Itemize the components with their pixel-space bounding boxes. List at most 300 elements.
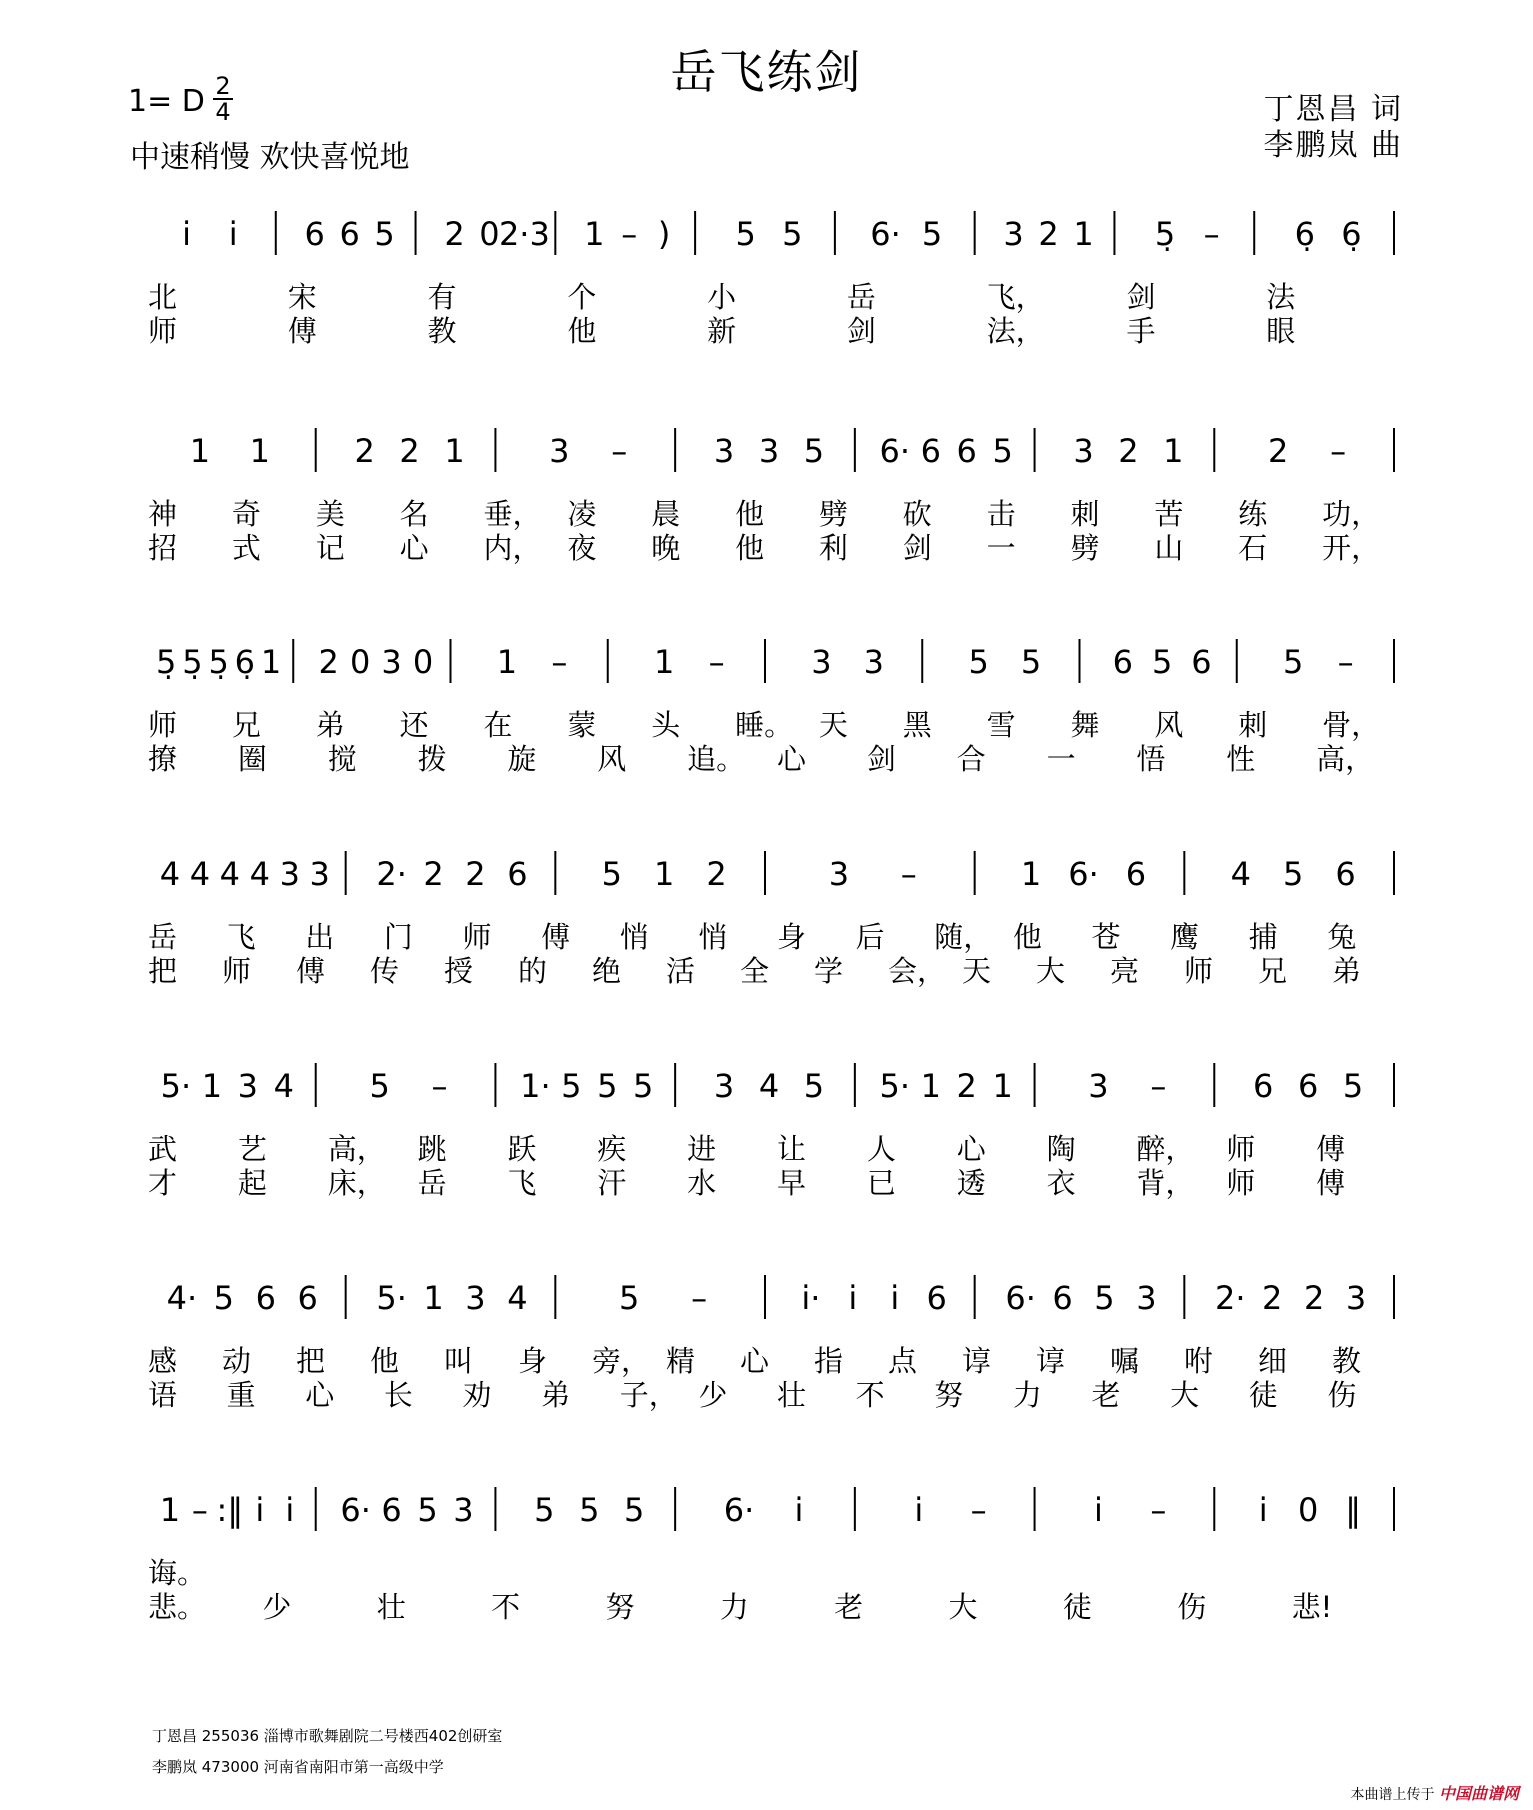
- note: 3: [811, 643, 832, 681]
- lyric-verse2: 把: [148, 954, 178, 988]
- lyric-verse1: 天: [818, 708, 848, 742]
- lyric-verse2: 法，: [986, 314, 1045, 348]
- note: 1: [653, 643, 675, 681]
- lyric-verse2: 高，: [1316, 742, 1375, 776]
- lyric-verse2: 壮: [777, 1378, 807, 1412]
- lyric-verse1: 动: [222, 1344, 252, 1378]
- note: 5: [213, 1279, 235, 1317]
- note: i̇: [182, 215, 192, 253]
- lyric-verse2: 新: [707, 314, 737, 348]
- lyric-verse1: 兔: [1327, 920, 1357, 954]
- lyric-verse2: 傅: [296, 954, 326, 988]
- note: 3: [309, 855, 330, 893]
- upload-note-text: 本曲谱上传于: [1350, 1787, 1435, 1803]
- note: 6: [1253, 1067, 1274, 1105]
- lyric-verse1: 傅: [1316, 1132, 1346, 1166]
- footer-line-composer: 李鹏岚 473000 河南省南阳市第一高级中学: [152, 1758, 444, 1776]
- lyric-verse1: 门: [383, 920, 413, 954]
- note: 2·: [376, 855, 407, 893]
- note: i̇: [255, 1491, 265, 1529]
- lyric-verse1: 兄: [231, 708, 261, 742]
- lyric-verse1: 疾: [597, 1132, 627, 1166]
- lyric-verse2: 大: [1036, 954, 1066, 988]
- note: 5̣: [208, 643, 229, 681]
- note: 2: [318, 643, 339, 681]
- note: 6̣: [234, 643, 256, 681]
- note: 4: [507, 1279, 528, 1317]
- lyric-verse1: 随，: [934, 920, 993, 954]
- lyric-verse2: 劝: [462, 1378, 492, 1412]
- lyric-verse2: 弟: [541, 1378, 571, 1412]
- note: –: [551, 643, 568, 681]
- note: –: [191, 1491, 208, 1529]
- key-signature: 1= D: [128, 84, 205, 119]
- lyric-verse2: 教: [427, 314, 457, 348]
- note: 5: [968, 643, 989, 681]
- lyric-verse1: 师: [462, 920, 492, 954]
- lyric-verse2: 学: [814, 954, 844, 988]
- lyric-verse2: 心: [305, 1378, 335, 1412]
- lyric-verse2: 心: [399, 531, 429, 565]
- note: 1: [249, 432, 270, 470]
- lyric-verse1: 旁，: [592, 1344, 651, 1378]
- note: 4: [273, 1067, 294, 1105]
- note: 6̣: [1294, 215, 1315, 253]
- note: 2: [465, 855, 486, 893]
- note: 2·3: [498, 215, 550, 253]
- note: 3: [465, 1279, 486, 1317]
- note: 3: [279, 855, 300, 893]
- note: 6̣: [1341, 215, 1362, 253]
- lyric-verse1: 心: [740, 1344, 770, 1378]
- note: 0: [412, 643, 434, 681]
- lyric-verse2: 风: [597, 742, 627, 776]
- lyric-verse1: 人: [866, 1132, 896, 1166]
- lyric-verse1: 指: [814, 1344, 844, 1378]
- lyric-verse1: 名: [399, 497, 429, 531]
- lyric-verse1: 谆: [1036, 1344, 1066, 1378]
- lyric-verse2: 子，: [619, 1378, 678, 1412]
- note: 3: [758, 432, 780, 470]
- page-title: 岳飞练剑: [670, 45, 863, 99]
- lyric-verse2: 旋: [507, 742, 537, 776]
- note: 2·: [1215, 1279, 1246, 1317]
- lyric-verse1: 精: [666, 1344, 696, 1378]
- note: 3: [453, 1491, 474, 1529]
- note: 5: [1020, 643, 1042, 681]
- note: 3: [1136, 1279, 1157, 1317]
- note: 3: [828, 855, 850, 893]
- note: 1: [260, 643, 282, 681]
- note: i̇: [914, 1491, 924, 1529]
- lyric-verse2: 悟: [1136, 742, 1166, 776]
- lyric-verse2: 起: [237, 1166, 267, 1200]
- lyric-verse2: 汗: [597, 1166, 627, 1200]
- lyric-verse2: 师: [222, 954, 252, 988]
- lyric-verse2: 老: [1091, 1378, 1121, 1412]
- note: 5: [534, 1491, 555, 1529]
- lyric-verse2: 招: [148, 531, 178, 565]
- note: 3: [1003, 215, 1024, 253]
- lyric-verse2: 一: [986, 531, 1016, 565]
- note: 1·: [520, 1067, 551, 1105]
- lyric-verse2: 记: [315, 531, 345, 565]
- lyric-verse1: 嘱: [1110, 1344, 1140, 1378]
- lyric-verse2: 已: [866, 1166, 896, 1200]
- lyric-verse2: 他: [735, 531, 765, 565]
- time-sig-bottom: 4: [215, 98, 231, 126]
- note: i̇: [848, 1279, 858, 1317]
- note: 5·: [160, 1067, 192, 1105]
- note: 6: [507, 855, 528, 893]
- lyric-verse2: 壮: [376, 1590, 406, 1624]
- lyric-verse1: 跳: [417, 1132, 447, 1166]
- lyric-verse1: 他: [370, 1344, 400, 1378]
- lyric-verse1: 小: [707, 280, 737, 314]
- lyric-verse2: 利: [818, 531, 848, 565]
- lyric-verse2: 合: [956, 742, 986, 776]
- note: 5: [782, 215, 803, 253]
- lyric-verse2: 追。: [687, 742, 746, 776]
- note: 3: [1345, 1279, 1367, 1317]
- lyric-verse1: 陶: [1046, 1132, 1076, 1166]
- lyric-verse1: 宋: [287, 280, 317, 314]
- note: 6: [304, 215, 325, 253]
- note: 5: [1094, 1279, 1115, 1317]
- lyric-verse1: 苦: [1154, 497, 1184, 531]
- note: :‖: [216, 1491, 244, 1529]
- time-sig-top: 2: [215, 72, 231, 100]
- note: i̇: [1094, 1491, 1103, 1529]
- lyric-verse2: 重: [226, 1378, 256, 1412]
- note: ‖: [1345, 1491, 1362, 1529]
- note: –: [691, 1279, 708, 1317]
- lyric-verse1: 捕: [1248, 920, 1278, 954]
- lyric-verse2: 式: [231, 531, 261, 565]
- note: 5: [561, 1067, 582, 1105]
- lyric-verse1: 弟: [315, 708, 345, 742]
- note: 6: [920, 432, 941, 470]
- note: 1: [584, 215, 605, 253]
- lyric-verse2: 背，: [1136, 1166, 1195, 1200]
- note: 5·: [376, 1279, 407, 1317]
- lyric-verse2: 手: [1126, 314, 1156, 348]
- note: –: [431, 1067, 448, 1105]
- lyric-verse1: 傅: [541, 920, 571, 954]
- lyric-verse2: 开，: [1322, 531, 1381, 565]
- upload-note: [1351, 1781, 1519, 1804]
- note: 1: [653, 855, 675, 893]
- lyric-verse1: 飞，: [986, 280, 1045, 314]
- lyric-verse1: 飞: [226, 920, 256, 954]
- lyric-verse2: 搅: [327, 742, 357, 776]
- lyric-verse2: 努: [605, 1590, 635, 1624]
- lyric-verse1: 出: [305, 920, 335, 954]
- lyric-verse2: 才: [148, 1166, 178, 1200]
- note: 5: [1282, 643, 1304, 681]
- note: 1: [1020, 855, 1042, 893]
- lyric-verse1: 睡。: [735, 708, 794, 742]
- lyric-verse1: 北: [148, 280, 178, 314]
- note: 5·: [879, 1067, 911, 1105]
- lyric-verse1: 悄: [619, 920, 649, 954]
- note: i̇: [1258, 1491, 1268, 1529]
- lyric-verse2: 全: [740, 954, 770, 988]
- lyric-verse2: 活: [666, 954, 696, 988]
- note: 6·: [870, 215, 901, 253]
- note: 5: [374, 215, 395, 253]
- lyric-verse1: 垂，: [483, 497, 542, 531]
- lyric-verse1: 武: [148, 1132, 178, 1166]
- lyric-verse2: 力: [719, 1590, 749, 1624]
- lyric-verse1: 头: [651, 708, 681, 742]
- note: –: [1337, 643, 1354, 681]
- note: 5: [992, 432, 1013, 470]
- lyric-verse2: 不: [491, 1590, 521, 1624]
- lyric-verse2: 石: [1238, 531, 1268, 565]
- note: 5̣: [156, 643, 177, 681]
- note: 3: [381, 643, 402, 681]
- note: 1: [444, 432, 465, 470]
- lyric-verse1: 心: [956, 1132, 986, 1166]
- note: 2: [399, 432, 420, 470]
- lyric-verse2: 劈: [1070, 531, 1100, 565]
- lyric-verse1: 身: [777, 920, 807, 954]
- note: 2: [354, 432, 375, 470]
- note: 5: [1282, 855, 1304, 893]
- note: 2: [1038, 215, 1059, 253]
- lyric-verse1: 叫: [444, 1344, 474, 1378]
- note: 0: [479, 215, 500, 253]
- lyric-verse1: 奇: [231, 497, 261, 531]
- lyric-verse1: 身: [518, 1344, 548, 1378]
- lyric-verse2: 剑: [902, 531, 932, 565]
- lyricist-credit: 丁恩昌 词: [1263, 92, 1403, 127]
- note: 6: [339, 215, 360, 253]
- note: 3: [1088, 1067, 1109, 1105]
- note: –: [1330, 432, 1347, 470]
- lyric-verse2: 心: [777, 742, 807, 776]
- lyric-verse1: 法: [1266, 280, 1296, 314]
- note: 6·: [1068, 855, 1099, 893]
- note: 5: [579, 1491, 600, 1529]
- lyric-verse1: 师: [1226, 1132, 1256, 1166]
- lyric-verse1: 有: [427, 280, 457, 314]
- note: 0: [349, 643, 371, 681]
- note: 3: [713, 1067, 735, 1105]
- note: –: [1203, 215, 1220, 253]
- note: 1: [189, 432, 211, 470]
- lyric-verse1: 把: [296, 1344, 326, 1378]
- note: 6·: [879, 432, 911, 470]
- note: i̇·: [801, 1279, 821, 1317]
- lyric-verse2: 授: [444, 954, 474, 988]
- note: 5: [1342, 1067, 1364, 1105]
- note: 0: [1297, 1491, 1319, 1529]
- lyric-verse2: 悲!: [1291, 1590, 1333, 1624]
- note: –: [708, 643, 725, 681]
- note: 5: [803, 432, 825, 470]
- note: 6·: [340, 1491, 371, 1529]
- lyric-verse1: 感: [148, 1344, 178, 1378]
- note: 4: [758, 1067, 780, 1105]
- lyric-verse1: 诲。: [148, 1556, 207, 1590]
- note: 5̣: [1154, 215, 1176, 253]
- lyric-verse2: 师: [148, 314, 178, 348]
- note: 4·: [166, 1279, 198, 1317]
- lyric-verse1: 岳: [846, 280, 876, 314]
- lyric-verse2: 伤: [1327, 1378, 1357, 1412]
- lyric-verse1: 刺: [1238, 708, 1268, 742]
- lyric-verse2: 水: [687, 1166, 717, 1200]
- note: 2: [1262, 1279, 1283, 1317]
- note: 3: [237, 1067, 259, 1105]
- note: 5̣: [182, 643, 203, 681]
- note: i̇: [285, 1491, 295, 1529]
- upload-brand: 中国曲谱网: [1438, 1784, 1519, 1803]
- lyric-verse2: 师: [1226, 1166, 1256, 1200]
- lyric-verse2: 傅: [1316, 1166, 1346, 1200]
- note: ): [657, 215, 671, 253]
- lyric-verse1: 艺: [237, 1132, 267, 1166]
- note: i̇: [794, 1491, 804, 1529]
- lyric-verse2: 一: [1046, 742, 1076, 776]
- note: –: [900, 855, 917, 893]
- note: 5: [803, 1067, 825, 1105]
- note: 2: [423, 855, 444, 893]
- note: 1: [423, 1279, 444, 1317]
- lyric-verse1: 个: [567, 280, 597, 314]
- lyric-verse2: 衣: [1046, 1166, 1076, 1200]
- note: 2: [1268, 432, 1289, 470]
- note: 2: [444, 215, 465, 253]
- lyric-verse2: 大: [948, 1590, 978, 1624]
- lyric-verse2: 天: [962, 954, 992, 988]
- note: 1: [159, 1491, 181, 1529]
- lyric-verse1: 岳: [148, 920, 178, 954]
- note: 5: [921, 215, 943, 253]
- note: 5: [633, 1067, 654, 1105]
- lyric-verse2: 傅: [287, 314, 317, 348]
- note: –: [611, 432, 628, 470]
- lyric-verse1: 舞: [1070, 708, 1100, 742]
- lyric-verse1: 击: [986, 497, 1016, 531]
- note: 1: [992, 1067, 1013, 1105]
- lyric-verse2: 努: [934, 1378, 964, 1412]
- note: 2: [706, 855, 727, 893]
- note: 6: [956, 432, 977, 470]
- lyric-verse2: 师: [1184, 954, 1214, 988]
- note: 6: [255, 1279, 276, 1317]
- lyric-verse2: 力: [1012, 1378, 1042, 1412]
- note: 5: [624, 1491, 645, 1529]
- note: 2: [956, 1067, 977, 1105]
- note: 4: [159, 855, 181, 893]
- note: –: [970, 1491, 987, 1529]
- lyric-verse1: 让: [777, 1132, 807, 1166]
- lyric-verse1: 鹰: [1170, 920, 1200, 954]
- note: 5: [597, 1067, 618, 1105]
- lyric-verse1: 高，: [327, 1132, 386, 1166]
- note: 3: [549, 432, 570, 470]
- lyric-verse1: 美: [315, 497, 345, 531]
- lyric-verse2: 夜: [567, 531, 597, 565]
- note: 4: [1230, 855, 1251, 893]
- note: 1: [201, 1067, 223, 1105]
- lyric-verse1: 蒙: [567, 708, 597, 742]
- lyric-verse2: 床，: [327, 1166, 386, 1200]
- lyric-verse2: 大: [1170, 1378, 1200, 1412]
- note: 2: [1118, 432, 1139, 470]
- lyric-verse1: 刺: [1070, 497, 1100, 531]
- note: 5: [417, 1491, 438, 1529]
- lyric-verse2: 早: [777, 1166, 807, 1200]
- lyric-verse1: 悄: [698, 920, 728, 954]
- lyric-verse2: 晚: [651, 531, 681, 565]
- lyric-verse1: 苍: [1091, 920, 1121, 954]
- lyric-verse2: 少: [698, 1378, 728, 1412]
- note: 3: [863, 643, 885, 681]
- lyric-verse2: 会，: [888, 954, 947, 988]
- lyric-verse1: 风: [1154, 708, 1184, 742]
- note: 1: [1163, 432, 1184, 470]
- lyric-verse1: 进: [687, 1132, 717, 1166]
- lyric-verse2: 性: [1226, 742, 1256, 776]
- lyric-verse1: 点: [888, 1344, 918, 1378]
- note: 4: [189, 855, 211, 893]
- lyric-verse2: 不: [855, 1378, 885, 1412]
- lyric-verse2: 徒: [1248, 1378, 1278, 1412]
- note: 4: [249, 855, 270, 893]
- footer-line-lyricist: 丁恩昌 255036 淄博市歌舞剧院二号楼西402创研室: [152, 1727, 503, 1745]
- tempo-marking: 中速稍慢 欢快喜悦地: [130, 140, 410, 175]
- lyric-verse2: 的: [518, 954, 548, 988]
- note: 6: [1335, 855, 1356, 893]
- note: 6·: [1005, 1279, 1036, 1317]
- note: 3: [1073, 432, 1094, 470]
- lyric-verse2: 圈: [237, 742, 267, 776]
- note: 5: [735, 215, 756, 253]
- note: 6: [381, 1491, 402, 1529]
- lyric-verse2: 山: [1154, 531, 1184, 565]
- lyric-verse1: 教: [1332, 1344, 1362, 1378]
- lyric-verse2: 传: [370, 954, 400, 988]
- lyric-verse1: 细: [1258, 1344, 1288, 1378]
- lyric-verse1: 醉，: [1136, 1132, 1195, 1166]
- note: 5: [1151, 643, 1173, 681]
- note: –: [621, 215, 638, 253]
- note: 6: [1052, 1279, 1073, 1317]
- note: 1: [1073, 215, 1094, 253]
- lyric-verse2: 语: [148, 1378, 178, 1412]
- lyric-verse2: 透: [956, 1166, 986, 1200]
- note: 6: [297, 1279, 318, 1317]
- composer-credit: 李鹏岚 曲: [1263, 128, 1403, 163]
- note: 6: [926, 1279, 947, 1317]
- lyric-verse2: 他: [567, 314, 597, 348]
- lyric-verse1: 晨: [651, 497, 681, 531]
- lyric-verse1: 还: [399, 708, 429, 742]
- note: 2: [1303, 1279, 1325, 1317]
- lyric-verse1: 练: [1238, 497, 1268, 531]
- lyric-verse1: 黑: [902, 708, 932, 742]
- note: 5: [369, 1067, 390, 1105]
- lyric-verse1: 剑: [1126, 280, 1156, 314]
- lyric-verse2: 悲。: [148, 1590, 207, 1624]
- lyric-verse1: 谆: [962, 1344, 992, 1378]
- note: –: [1150, 1491, 1167, 1529]
- lyric-verse1: 在: [483, 708, 513, 742]
